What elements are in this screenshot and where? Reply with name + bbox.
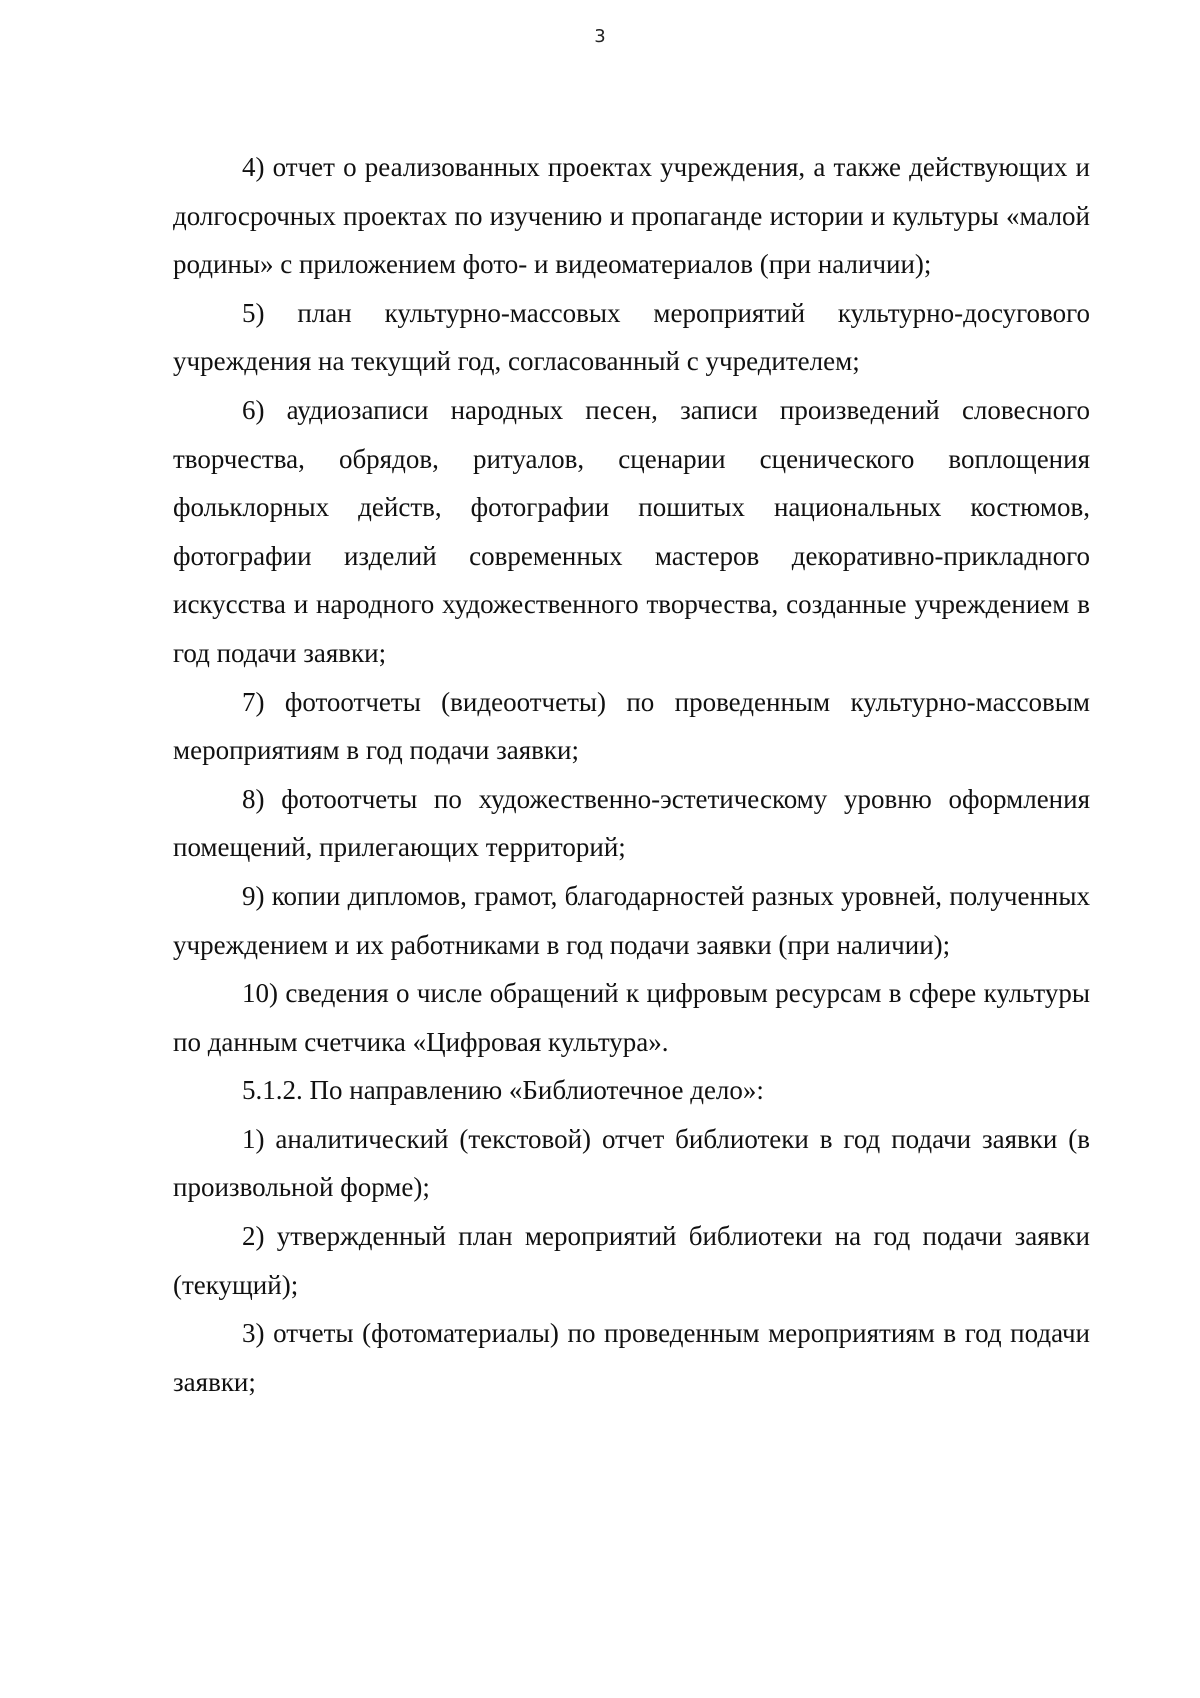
- library-item-1-analytical-report: 1) аналитический (текстовой) отчет библиотеки в год подачи заявки (в произвольной форме);: [173, 1123, 1090, 1203]
- page-number: 3: [594, 26, 606, 47]
- list-item-4-report-projects: 4) отчет о реализованных проектах учреждения, а также действующих и долгосрочных проектах по изучению и пропаганде истории и культуры «малой родины» с приложением фото- и видеоматериалов (при наличии);: [173, 152, 1090, 280]
- library-item-3-event-reports: 3) отчеты (фотоматериалы) по проведенным мероприятиям в год подачи заявки;: [173, 1318, 1090, 1397]
- document-body: [173, 143, 1090, 1406]
- list-item-5-events-plan: 5) план культурно-массовых мероприятий культурно-досугового учреждения на текущий год, согласованный с учредителем;: [173, 297, 1090, 377]
- list-item-9-diplomas: 9) копии дипломов, грамот, благодарностей разных уровней, полученных учреждением и их работниками в год подачи заявки (при наличии);: [173, 880, 1090, 960]
- list-item-8-design-reports: 8) фотоотчеты по художественно-эстетическому уровню оформления помещений, прилегающих территорий;: [173, 783, 1090, 863]
- list-item-6-audio-recordings: 6) аудиозаписи народных песен, записи произведений словесного творчества, обрядов, ритуалов, сценарии сценического воплощения фольклорных действ, фотографии пошитых национальных костюмов, фотографии изделий современных мастеров декоративно-прикладного искусства и народного художественного творчества, созданные учреждением в год подачи заявки;: [173, 394, 1090, 668]
- list-item-10-digital-culture: 10) сведения о числе обращений к цифровым ресурсам в сфере культуры по данным счетчика «Цифровая культура».: [173, 978, 1090, 1057]
- library-item-2-approved-plan: 2) утвержденный план мероприятий библиотеки на год подачи заявки (текущий);: [173, 1221, 1090, 1300]
- list-item-7-photo-reports: 7) фотоотчеты (видеоотчеты) по проведенным культурно-массовым мероприятиям в год подачи заявки;: [173, 686, 1090, 766]
- section-heading-library: 5.1.2. По направлению «Библиотечное дело»:: [242, 1075, 764, 1106]
